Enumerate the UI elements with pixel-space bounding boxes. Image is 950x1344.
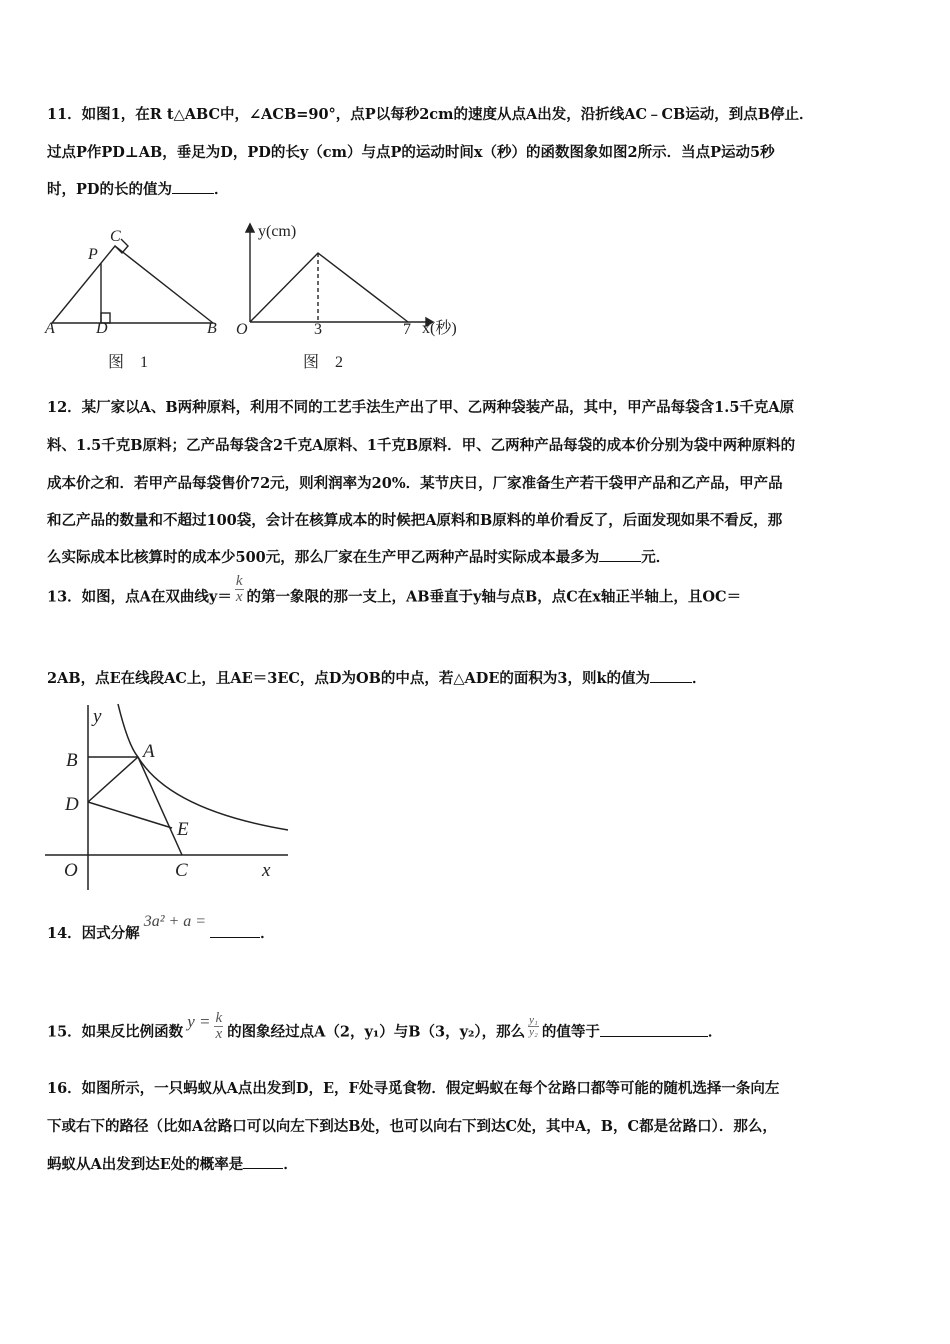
fig1-label-c: C <box>110 228 121 245</box>
q13-fig-y: y <box>93 706 102 727</box>
q15-text-c: 的值等于 <box>541 1023 600 1041</box>
q14-text: 14．因式分解 <box>47 925 140 942</box>
answer-blank <box>243 1154 283 1169</box>
q16-end: ． <box>283 1156 298 1173</box>
q13-fig-a: A <box>143 741 155 762</box>
fig2-tick-3: 3 <box>314 321 322 338</box>
q12-line4: 和乙产品的数量和不超过100袋，会计在核算成本的时候把A原料和B原料的单价看反了，后面发现如果不看反，那 <box>47 512 783 529</box>
q14-expression: 3a² + a = <box>143 913 207 930</box>
fig1-label-a: A <box>45 320 55 337</box>
q16-line2: 下或右下的路径（比如A岔路口可以向左下到达B处，也可以向右下到达C处，其中A，B，C都是岔路口）．那么， <box>47 1118 777 1135</box>
fig2-xlabel: x(秒) <box>422 320 457 337</box>
q13-fig-e: E <box>177 819 189 840</box>
q11-end: ． <box>213 181 229 198</box>
fig1-label-p: P <box>88 246 98 263</box>
q16-line1: 16．如图所示，一只蚂蚁从A点出发到D，E，F处寻觅食物．假定蚂蚁在每个岔路口都等可能的随机选择一条向左 <box>47 1080 780 1097</box>
q14-line <box>47 913 275 943</box>
q12-line5 <box>47 546 670 567</box>
fig2-caption: 图 2 <box>303 354 344 371</box>
q13-line2-text: 2AB，点E在线段AC上，且AE＝3EC，点D为OB的中点，若△ADE的面积为3，则k的值为 <box>47 670 651 687</box>
fraction-y1-over-y2: $\frac{\text{y₁}}{\text{y₂}}$ <box>529 1014 538 1038</box>
q13-line1 <box>47 573 742 613</box>
fig2-tick-7: 7 <box>403 321 411 338</box>
q15-end: ． <box>707 1023 723 1041</box>
q13-fig-x: x <box>262 860 271 881</box>
fig2-origin: O <box>236 321 248 338</box>
q15-line <box>47 1010 723 1048</box>
answer-blank <box>599 547 641 562</box>
fig1-label-d: D <box>96 320 108 337</box>
fig2-ylabel: y(cm) <box>258 223 297 240</box>
fraction-k-over-x: $\frac{k}{x}$ <box>215 1010 223 1042</box>
q11-line1: 11．如图1，在R t△ABC中，∠ACB=90°，点P以每秒2cm的速度从点A出发，沿折线AC﹣CB运动，到点B停止． <box>47 106 814 123</box>
q13-fig-c: C <box>175 860 188 881</box>
fraction-k-over-x: $\frac{k}{x}$ <box>235 573 243 605</box>
q11-line2: 过点P作PD⊥AB，垂足为D，PD的长y（cm）与点P的运动时间x（秒）的函数图象如图2所示．当点P运动5秒 <box>47 144 775 161</box>
q13-fig-d: D <box>65 794 79 815</box>
figure-q13-hyperbola <box>45 704 288 890</box>
q13-text-b: 的第一象限的那一支上，AB垂直于y轴与点B，点C在x轴正半轴上，且OC＝ <box>246 588 742 606</box>
q16-line3 <box>47 1153 298 1174</box>
q12-line1: 12．某厂家以A、B两种原料，利用不同的工艺手法生产出了甲、乙两种袋装产品，其中，甲产品每袋含1.5千克A原 <box>47 399 795 416</box>
q12-line3: 成本价之和．若甲产品每袋售价72元，则利润率为20%．某节庆日，厂家准备生产若干袋甲产品和乙产品，甲产品 <box>47 475 783 492</box>
q13-fig-b: B <box>66 750 78 771</box>
q15-text-b: 的图象经过点A（2，y₁）与B（3，y₂），那么 <box>227 1023 526 1041</box>
fig1-label-b: B <box>207 320 217 337</box>
q15-y-eq: y = <box>187 1011 211 1031</box>
q11-line3-text: 时，PD的长的值为 <box>47 181 172 198</box>
answer-blank <box>210 923 260 938</box>
fig1-caption: 图 1 <box>108 354 149 371</box>
q12-end: 元． <box>641 549 671 566</box>
q16-line3-text: 蚂蚁从A出发到达E处的概率是 <box>47 1156 244 1173</box>
answer-blank <box>600 1022 708 1037</box>
answer-blank <box>650 668 692 683</box>
q15-text-a: 15．如果反比例函数 <box>47 1023 184 1041</box>
q13-text-a: 13．如图，点A在双曲线y＝ <box>47 588 232 606</box>
figure-1-triangle <box>52 239 213 323</box>
q14-end: ． <box>260 925 275 942</box>
q12-line2: 料、1.5千克B原料；乙产品每袋含2千克A原料、1千克B原料．甲、乙两种产品每袋的成本价分别为袋中两种原料的 <box>47 437 796 454</box>
q13-fig-o: O <box>64 860 78 881</box>
q13-end: ． <box>692 670 707 687</box>
q13-line2 <box>47 667 707 688</box>
q12-line5-text: 么实际成本比核算时的成本少500元，那么厂家在生产甲乙两种产品时实际成本最多为 <box>47 549 600 566</box>
